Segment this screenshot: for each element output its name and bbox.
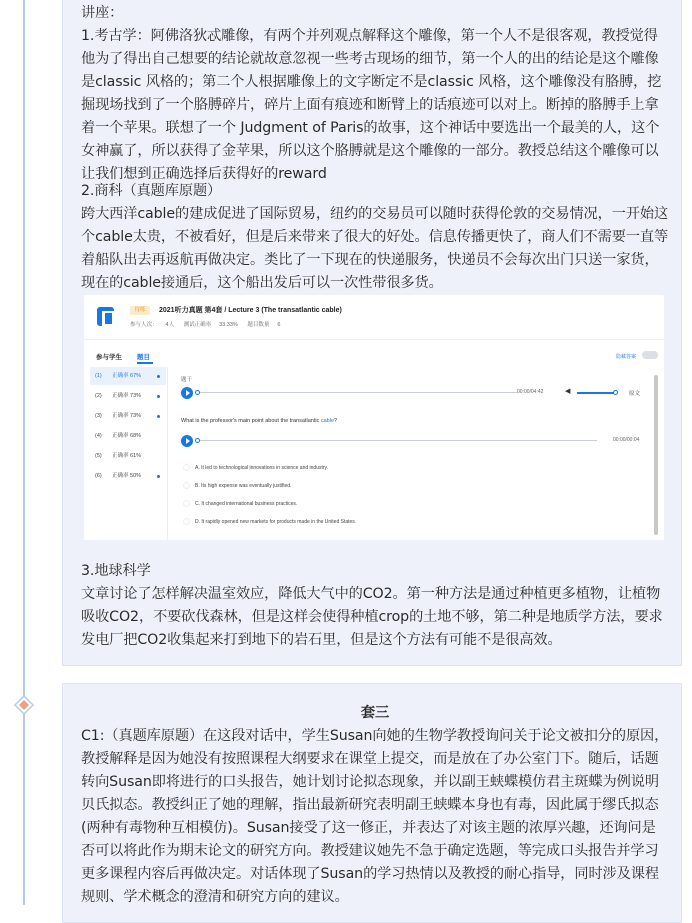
- answer-option[interactable]: [183, 500, 297, 507]
- accuracy-value: 33.33%: [219, 322, 238, 328]
- status-badge: 待练: [130, 306, 150, 315]
- answer-option[interactable]: [183, 482, 291, 489]
- embedded-screenshot: [84, 295, 664, 540]
- paragraph-conversation: C1:（真题库原题）在这段对话中，学生Susan向她的生物学教授询问关于论文被扣分的原因，教授解释是因为她没有按照课程大纲要求在课堂上提交，而是放在了办公室门下。随后，话题转向Susan即将进行的口头报告，她计划讨论拟态现象，并以副王蛱蝶模仿君主斑蝶为例说明贝氏拟态。教授纠正了她的理解，指出最新研究表明副王蛱蝶本身也有毒，因此属于缪氏拟态(两种有毒物种互相模仿)。Susan接受了这一修正，并表达了对该主题的浓厚兴趣，还询问是否可以将此作为期末论文的研究方向。教授建议她先不急于确定选题，等完成口头报告并学习更多课程内容后再做决定。对话体现了Susan的学习热情以及教授的耐心指导，同时涉及课程规则、学术概念的澄清和研究方向的建议。: [81, 728, 669, 905]
- question-text: [181, 418, 337, 424]
- question-item[interactable]: [90, 427, 166, 445]
- dot-icon: [157, 375, 160, 378]
- screenshot-header: [84, 295, 664, 340]
- question-number: (6): [95, 473, 102, 479]
- question-suffix: ?: [334, 418, 338, 424]
- audio-time: 00:00/00:04: [613, 437, 640, 443]
- hide-answer-toggle[interactable]: [642, 351, 658, 359]
- subheading-business: 2.商科（真题库原题）: [81, 183, 222, 199]
- audio-player: [177, 385, 647, 401]
- volume-icon[interactable]: ◀: [565, 388, 571, 395]
- question-number: (2): [95, 393, 102, 399]
- question-number: (4): [95, 433, 102, 439]
- question-number: (5): [95, 453, 102, 459]
- question-list: [90, 367, 168, 540]
- volume-handle[interactable]: [613, 390, 618, 395]
- tab-questions[interactable]: 题目: [137, 354, 150, 361]
- question-item[interactable]: [90, 367, 166, 385]
- question-accuracy: 正确率 50%: [112, 473, 142, 479]
- timeline-diamond-icon: [14, 695, 34, 715]
- count-label: 题目数量: [247, 322, 270, 328]
- tab-students[interactable]: 参与学生: [96, 354, 122, 361]
- dot-icon: [157, 395, 160, 398]
- radio-icon: [183, 464, 190, 471]
- section-heading: 讲座：: [81, 5, 124, 21]
- option-text: B. Its high expense was eventually justified.: [195, 482, 292, 489]
- set-title: 套三: [360, 705, 390, 721]
- accuracy-label: 测试正确率: [183, 322, 212, 328]
- count-value: 6: [277, 322, 281, 328]
- active-tab-indicator: [137, 362, 153, 364]
- progress-handle[interactable]: [195, 390, 200, 395]
- audio-time: 00:00/04:42: [517, 389, 544, 395]
- answer-option[interactable]: [183, 518, 356, 525]
- participants-value: 4人: [165, 322, 175, 328]
- question-number: (1): [95, 373, 102, 379]
- volume-slider[interactable]: [577, 392, 615, 394]
- option-text: C. It changed international business practices.: [195, 500, 298, 507]
- answer-option[interactable]: [183, 464, 328, 471]
- participants-label: 参与人次：: [130, 322, 158, 328]
- option-text: D. It rapidly opened new markets for products made in the United States.: [195, 518, 357, 525]
- question-link[interactable]: cable: [320, 418, 335, 424]
- dot-icon: [157, 415, 160, 418]
- question-panel: [175, 367, 653, 540]
- question-accuracy: 正确率 68%: [112, 433, 142, 439]
- question-item[interactable]: [90, 447, 166, 465]
- transcript-link[interactable]: 原文: [629, 391, 641, 397]
- paragraph-archaeology: 1.考古学：阿佛洛狄忒雕像，有两个并列观点解释这个雕像，第一个人不是很客观，教授觉得他为了得出自己想要的结论就故意忽视一些考古现场的细节，第一个人的出的结论是这个雕像是classic 风格的；第二个人根据雕像上的文字断定不是classic 风格，这个雕像没有胳膊，挖掘现场找到了一个胳膊碎片，碎片上面有痕迹和断臂上的话痕迹可以对上。断掉的胳膊手上拿着一个苹果。联想了一个 Judgment of Paris的故事，这个神话中要选出一个最美的人，这个女神赢了，所以获得了金苹果，所以这个胳膊就是这个雕像的一部分。教授总结这个雕像可以让我们想到正确选择后获得好的reward: [81, 28, 662, 182]
- question-prefix: What is the professor's main point about the transatlantic: [181, 418, 321, 424]
- radio-icon: [183, 518, 190, 525]
- question-item[interactable]: [90, 387, 166, 405]
- stem-label: 题干: [181, 377, 193, 383]
- app-logo-icon: [97, 307, 114, 326]
- hide-answer-label: 隐藏答案: [616, 354, 637, 360]
- play-icon[interactable]: [181, 435, 193, 447]
- question-item[interactable]: [90, 467, 166, 485]
- lecture-title: 2021听力真题 第4套 / Lecture 3 (The transatlantic cable): [159, 307, 342, 314]
- question-accuracy: 正确率 67%: [112, 373, 142, 379]
- timeline-line: [23, 0, 25, 905]
- progress-bar[interactable]: [197, 440, 597, 441]
- progress-bar[interactable]: [197, 392, 517, 393]
- question-accuracy: 正确率 61%: [112, 453, 142, 459]
- question-number: (3): [95, 413, 102, 419]
- paragraph-earth-science: 文章讨论了怎样解决温室效应，降低大气中的CO2。第一种方法是通过种植更多植物，让植物吸收CO2，不要砍伐森林，但是这样会使得种植crop的土地不够，第二种是地质学方法，要求发电厂把CO2收集起来打到地下的岩石里，但是这个方法有可能不是很高效。: [81, 586, 663, 648]
- dot-icon: [157, 475, 160, 478]
- option-text: A. It led to technological innovations in science and industry.: [195, 464, 329, 471]
- question-accuracy: 正确率 73%: [112, 413, 142, 419]
- radio-icon: [183, 482, 190, 489]
- lecture-meta: [130, 320, 288, 328]
- progress-handle[interactable]: [195, 438, 200, 443]
- scrollbar[interactable]: [654, 375, 658, 535]
- play-icon[interactable]: [181, 387, 193, 399]
- radio-icon: [183, 500, 190, 507]
- paragraph-business: 跨大西洋cable的建成促进了国际贸易，纽约的交易员可以随时获得伦敦的交易情况，一开始这个cable太贵，不被看好，但是后来带来了很大的好处。信息传播更快了，商人们不需要一直等着船队出去再返航再做决定。类比了一下现在的快递服务，快递员不会每次出门只送一家货，现在的cable接通后，这个船出发后可以一次性带很多货。: [81, 206, 669, 291]
- question-item[interactable]: [90, 407, 166, 425]
- question-accuracy: 正确率 73%: [112, 393, 142, 399]
- audio-player: [177, 433, 647, 449]
- subheading-earth-science: 3.地球科学: [81, 563, 151, 579]
